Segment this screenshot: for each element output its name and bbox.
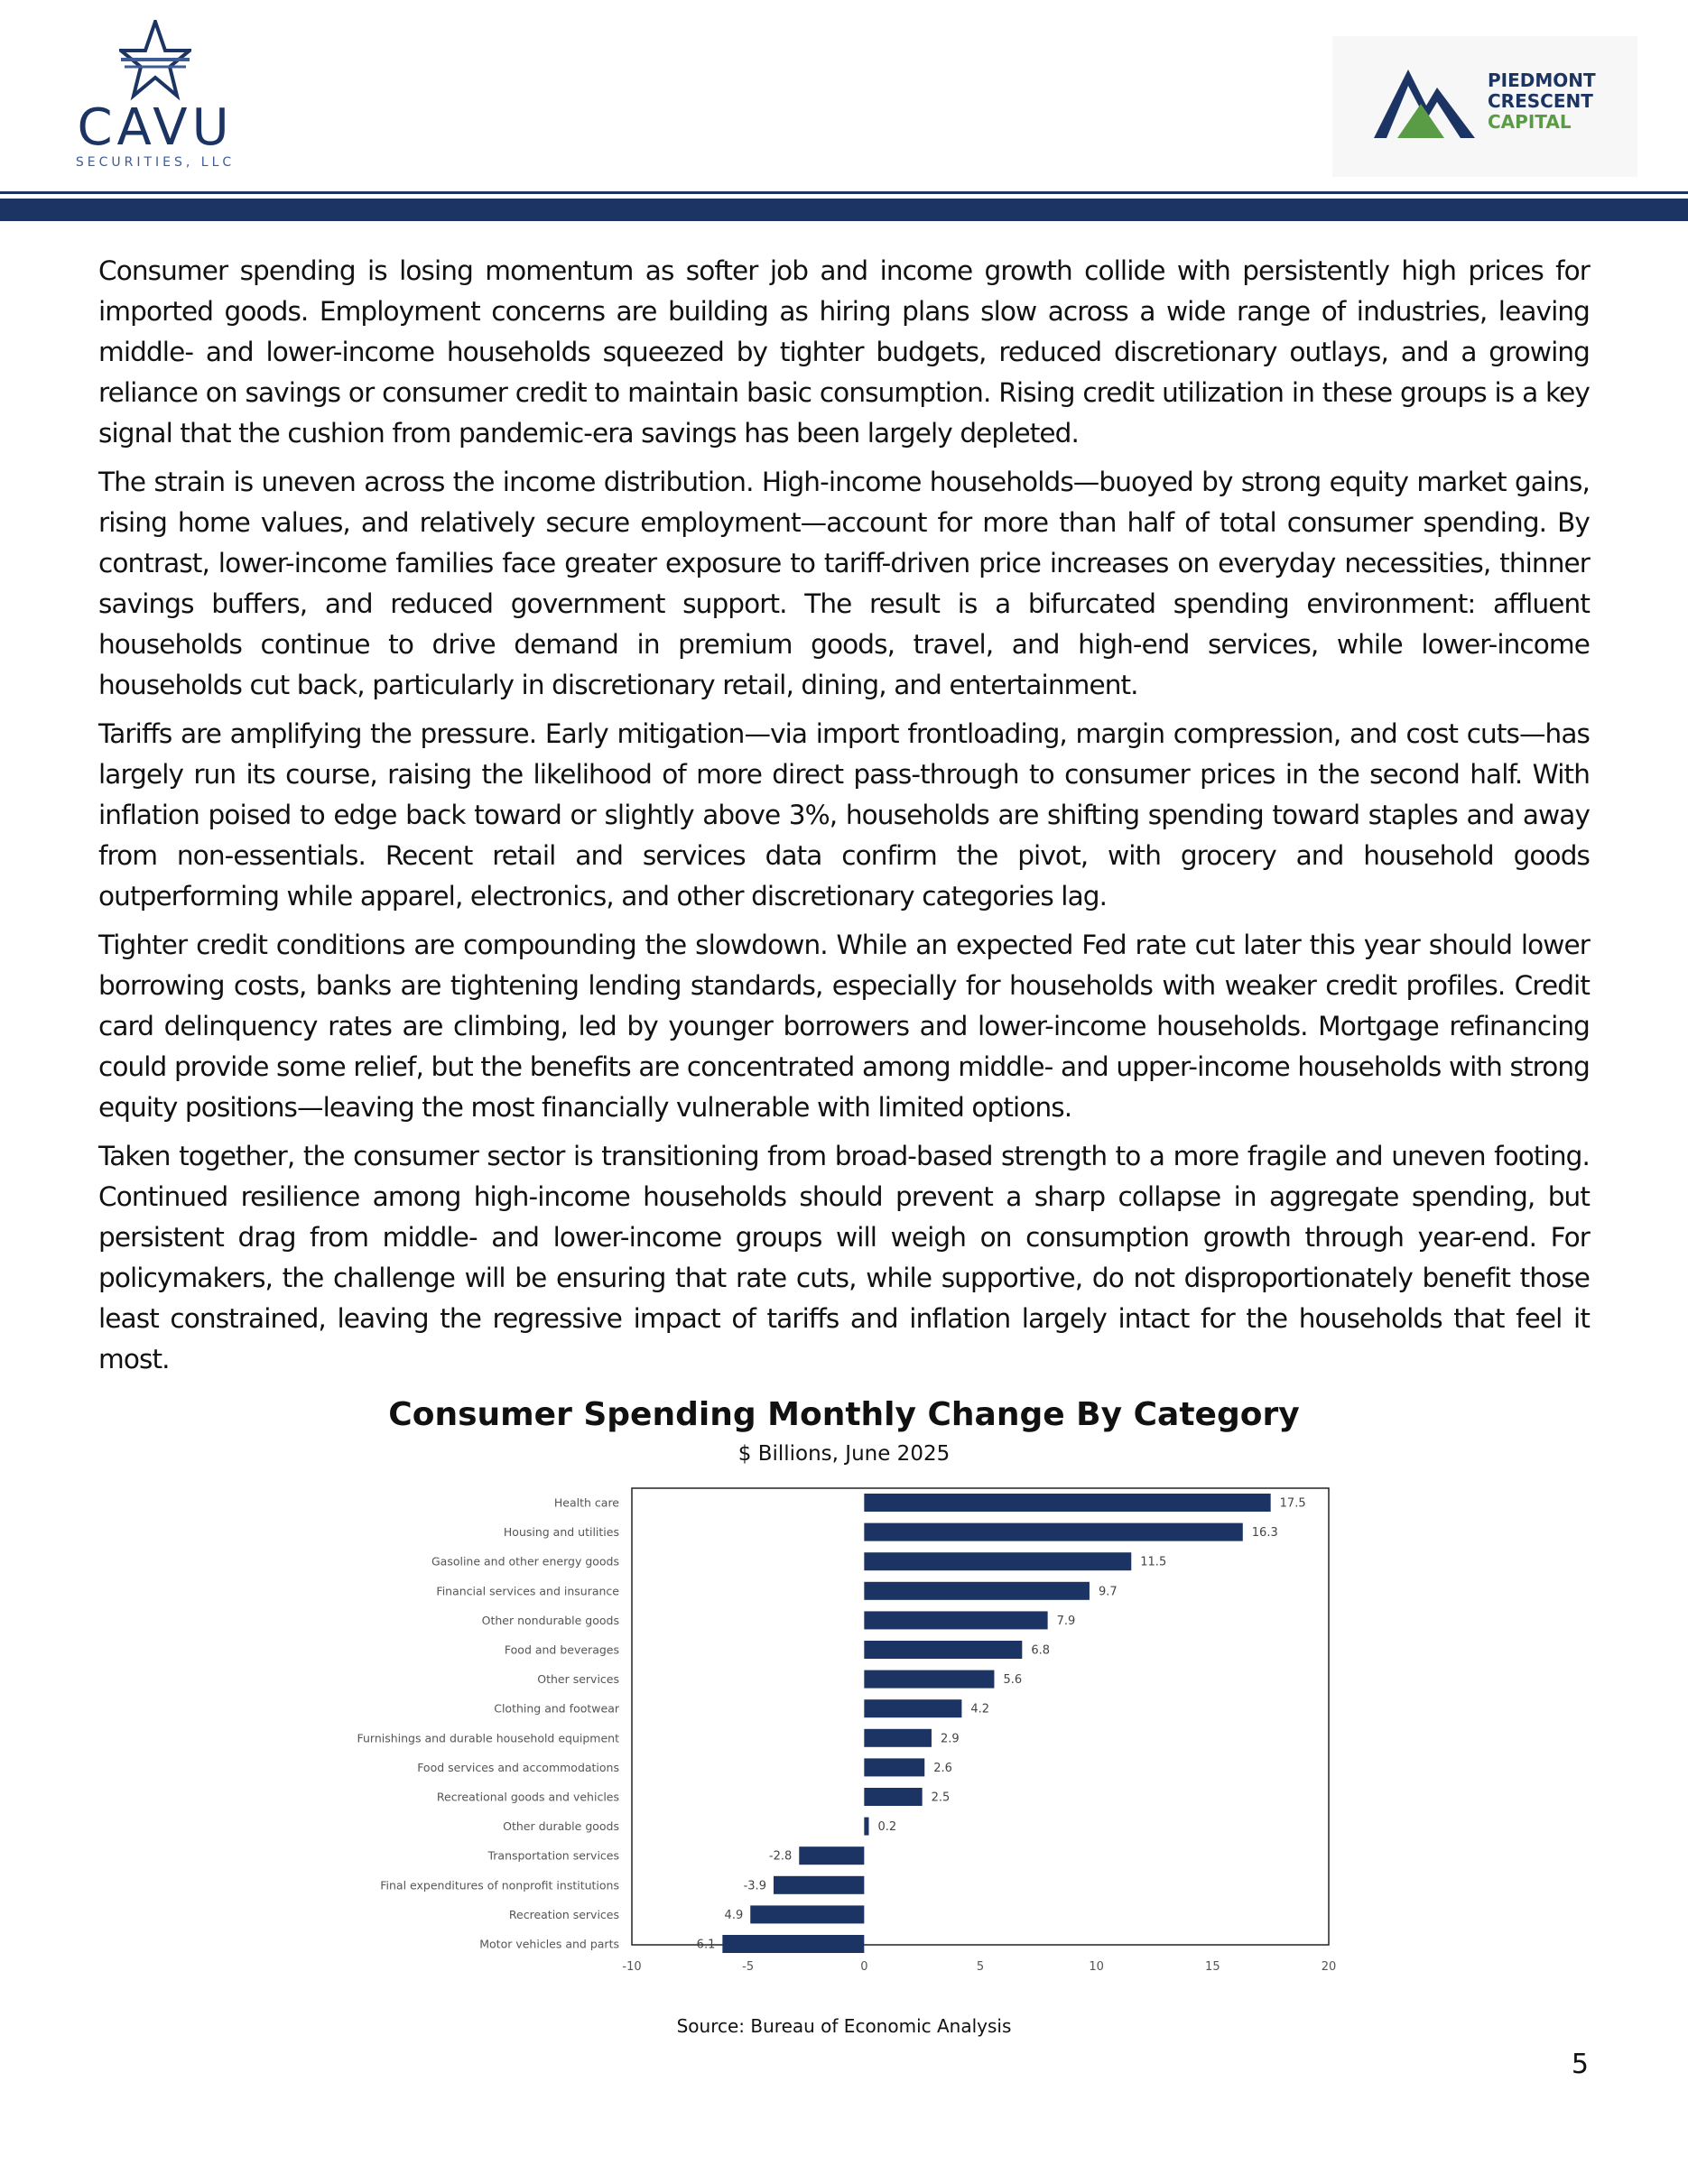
article-body: [98, 251, 1590, 1388]
value-label: -3.9: [743, 1879, 766, 1893]
x-tick-label: 0: [860, 1960, 868, 1974]
category-label: Furnishings and durable household equipment: [357, 1731, 619, 1745]
bar: [864, 1523, 1242, 1541]
cavu-subtitle: SECURITIES, LLC: [75, 155, 236, 170]
pcc-line-3: CAPITAL: [1488, 111, 1572, 133]
x-tick-label: 20: [1321, 1960, 1337, 1974]
category-label: Housing and utilities: [503, 1525, 619, 1540]
paragraph: Tariffs are amplifying the pressure. Early mitigation—via import frontloading, margin compression, and cost cuts—has largely run its course, raising the likelihood of more direct pass-through to consumer prices in the second half. With inflation poised to edge back toward or slightly above 3%, households are shifting spending toward staples and away from non-essentials. Recent retail and services data confirm the pivot, with grocery and household goods outperforming while apparel, electronics, and other discretionary categories lag.: [98, 718, 1590, 912]
value-label: 17.5: [1279, 1496, 1306, 1511]
category-label: Clothing and footwear: [494, 1701, 619, 1716]
x-tick-label: -10: [622, 1960, 642, 1974]
value-label: 6.8: [1031, 1643, 1051, 1658]
pcc-line-1: PIEDMONT: [1488, 69, 1596, 91]
bar: [864, 1758, 924, 1776]
value-label: 6.1: [696, 1938, 716, 1952]
category-label: Other durable goods: [503, 1819, 619, 1834]
mountain-icon: [1374, 66, 1480, 142]
value-label: 4.9: [724, 1908, 744, 1922]
paragraph: The strain is uneven across the income distribution. High-income households—buoyed by strong equity market gains, rising home values, and relatively secure employment—account for more than half of total consumer spending. By contrast, lower-income families face greater exposure to tariff-driven price increases on everyday necessities, thinner savings buffers, and reduced government support. The result is a bifurcated spending environment: affluent households continue to drive demand in premium goods, travel, and high-end services, while lower-income households cut back, particularly in discretionary retail, dining, and entertainment.: [98, 467, 1590, 700]
value-label: 2.9: [940, 1732, 960, 1746]
category-label: Other services: [537, 1672, 619, 1687]
value-label: 11.5: [1140, 1555, 1167, 1569]
bar: [864, 1699, 961, 1717]
value-label: 16.3: [1251, 1526, 1278, 1541]
category-label: Transportation services: [487, 1848, 619, 1863]
bar: [774, 1876, 864, 1894]
header-rule-thick: [0, 199, 1688, 221]
value-label: 5.6: [1003, 1673, 1023, 1688]
category-label: Health care: [553, 1495, 619, 1510]
header-rule-thin: [0, 191, 1688, 194]
category-label: Recreation services: [508, 1907, 619, 1921]
x-tick-label: 10: [1089, 1960, 1104, 1974]
bar: [864, 1552, 1131, 1570]
paragraph: Tighter credit conditions are compounding the slowdown. While an expected Fed rate cut later this year should lower borrowing costs, banks are tightening lending standards, especially for households with weaker credit profiles. Credit card delinquency rates are climbing, led by younger borrowers and lower-income households. Mortgage refinancing could provide some relief, but the benefits are concentrated among middle- and upper-income households with strong equity positions—leaving the most financially vulnerable with limited options.: [98, 930, 1590, 1123]
piedmont-crescent-capital-logo: [1332, 36, 1637, 177]
bar-chart: [271, 1476, 1354, 1981]
category-label: Food services and accommodations: [417, 1760, 619, 1774]
x-tick-label: 5: [976, 1960, 985, 1974]
category-label: Food and beverages: [504, 1643, 619, 1657]
category-label: Gasoline and other energy goods: [431, 1554, 619, 1569]
bar: [864, 1582, 1090, 1600]
bar: [799, 1846, 864, 1865]
bar: [864, 1670, 994, 1689]
bar: [750, 1905, 864, 1923]
x-tick-label: 15: [1205, 1960, 1220, 1974]
bar: [864, 1494, 1270, 1512]
bar: [864, 1818, 868, 1836]
value-label: 0.2: [877, 1820, 897, 1835]
bar: [864, 1788, 922, 1806]
bar: [864, 1611, 1047, 1629]
cavu-wordmark: CAVU: [77, 98, 234, 157]
bar: [864, 1641, 1022, 1659]
chart-subtitle: $ Billions, June 2025: [737, 1442, 951, 1466]
star-icon: [119, 20, 191, 101]
bar: [722, 1935, 864, 1953]
chart-source: Source: Bureau of Economic Analysis: [676, 2015, 1012, 2037]
chart-title: Consumer Spending Monthly Change By Category: [388, 1396, 1300, 1433]
value-label: 4.2: [970, 1702, 990, 1717]
value-label: 2.5: [931, 1791, 951, 1805]
category-label: Recreational goods and vehicles: [436, 1790, 619, 1804]
category-label: Motor vehicles and parts: [479, 1937, 619, 1951]
x-tick-label: -5: [742, 1960, 755, 1974]
value-label: 7.9: [1056, 1614, 1076, 1628]
paragraph: Consumer spending is losing momentum as softer job and income growth collide with persistently high prices for imported goods. Employment concerns are building as hiring plans slow across a wide range of industries, leaving middle- and lower-income households squeezed by tighter budgets, reduced discretionary outlays, and a growing reliance on savings or consumer credit to maintain basic consumption. Rising credit utilization in these groups is a key signal that the cushion from pandemic-era savings has been largely depleted.: [98, 255, 1590, 449]
page-number: 5: [1571, 2049, 1589, 2080]
cavu-securities-logo: [74, 20, 237, 173]
pcc-line-2: CRESCENT: [1488, 90, 1593, 112]
category-label: Financial services and insurance: [436, 1584, 619, 1598]
paragraph: Taken together, the consumer sector is transitioning from broad-based strength to a more fragile and uneven footing. Continued resilience among high-income households should prevent a sharp collapse in aggregate spending, but persistent drag from middle- and lower-income groups will weigh on consumption growth through year-end. For policymakers, the challenge will be ensuring that rate cuts, while supportive, do not disproportionately benefit those least constrained, leaving the regressive impact of tariffs and inflation largely intact for the households that feel it most.: [98, 1141, 1590, 1374]
bar: [864, 1729, 932, 1747]
category-label: Other nondurable goods: [481, 1613, 619, 1627]
category-label: Final expenditures of nonprofit institutions: [380, 1878, 619, 1892]
value-label: -2.8: [768, 1849, 793, 1864]
value-label: 9.7: [1098, 1585, 1118, 1599]
value-label: 2.6: [933, 1761, 952, 1775]
